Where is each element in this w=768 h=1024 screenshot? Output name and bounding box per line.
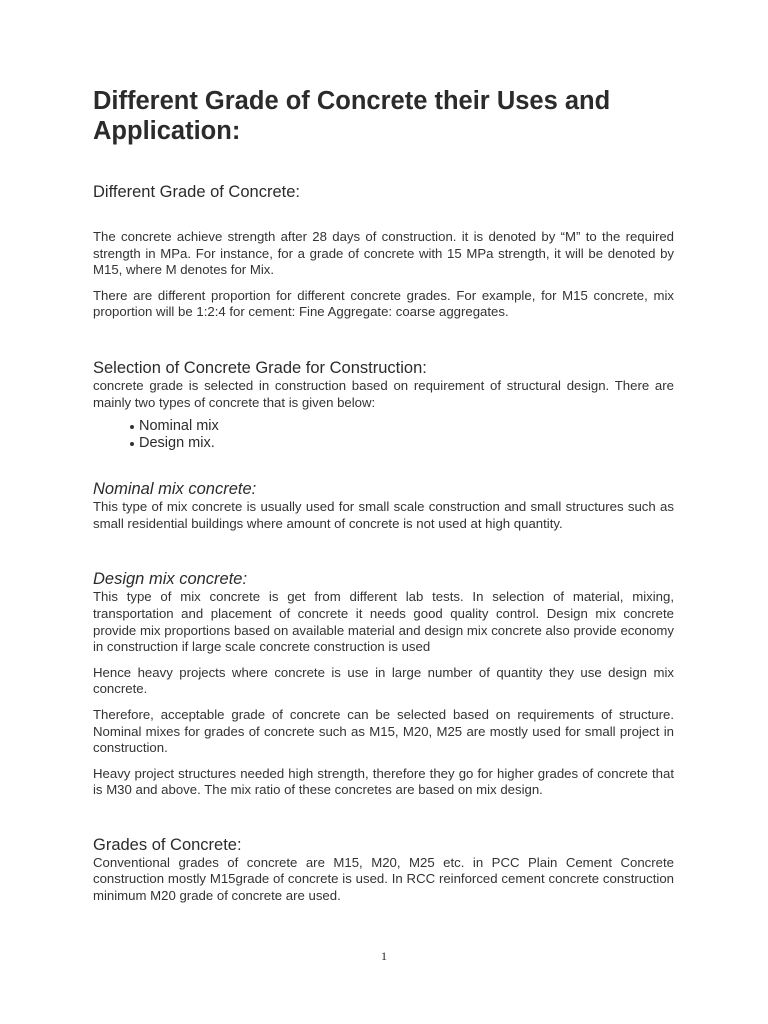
paragraph-design-mix-lab-tests: This type of mix concrete is get from different lab tests. In selection of material, mixing, transportation and placement of concrete it needs good quality control. Design mix concrete provide mix proportions based on available material and design mix concrete also provide economy in construction if large scale concrete construction is used: [93, 589, 674, 655]
paragraph-acceptable-grade: Therefore, acceptable grade of concrete can be selected based on requirements of structure. Nominal mixes for grades of concrete such as M15, M20, M25 are mostly used for small project in construction.: [93, 706, 674, 756]
paragraph-heavy-projects: Hence heavy projects where concrete is use in large number of quantity they use design mix concrete.: [93, 664, 674, 697]
section-heading-different-grade: Different Grade of Concrete:: [93, 183, 300, 201]
section-heading-grades: Grades of Concrete:: [93, 835, 242, 854]
section-heading-selection: Selection of Concrete Grade for Construction:: [93, 358, 427, 377]
list-item: [93, 418, 674, 435]
page-number: 1: [381, 949, 387, 963]
document-title: Different Grade of Concrete their Uses and Application:: [93, 87, 611, 145]
section-heading-nominal-mix: Nominal mix concrete:: [93, 480, 257, 499]
paragraph-nominal-mix: This type of mix concrete is usually used for small scale construction and small structures such as small residential buildings where amount of concrete is not used at high quantity.: [93, 499, 674, 531]
paragraph-conventional-grades: Conventional grades of concrete are M15, M20, M25 etc. in PCC Plain Cement Concrete construction mostly M15grade of concrete is used. In RCC reinforced cement concrete construction minimum M20 grade of concrete are used.: [93, 854, 674, 904]
concrete-types-list: [93, 418, 674, 451]
paragraph-mix-proportion: There are different proportion for different concrete grades. For example, for M15 concrete, mix proportion will be 1:2:4 for cement: Fine Aggregate: coarse aggregates.: [93, 287, 674, 320]
list-item: [93, 435, 674, 452]
bullet-icon: [130, 425, 134, 429]
paragraph-high-strength: Heavy project structures needed high strength, therefore they go for higher grades of concrete that is M30 and above. The mix ratio of these concretes are based on mix design.: [93, 765, 674, 798]
list-item-label: Nominal mix: [139, 418, 219, 435]
list-item-label: Design mix.: [139, 434, 215, 451]
bullet-icon: [130, 442, 134, 446]
document-page: [93, 86, 674, 905]
section-heading-design-mix: Design mix concrete:: [93, 570, 248, 589]
paragraph-strength-definition: The concrete achieve strength after 28 days of construction. it is denoted by “M” to the required strength in MPa. For instance, for a grade of concrete with 15 MPa strength, it will be denoted by M15, where M denotes for Mix.: [93, 229, 674, 278]
paragraph-selection: concrete grade is selected in construction based on requirement of structural design. There are mainly two types of concrete that is given below:: [93, 377, 674, 410]
